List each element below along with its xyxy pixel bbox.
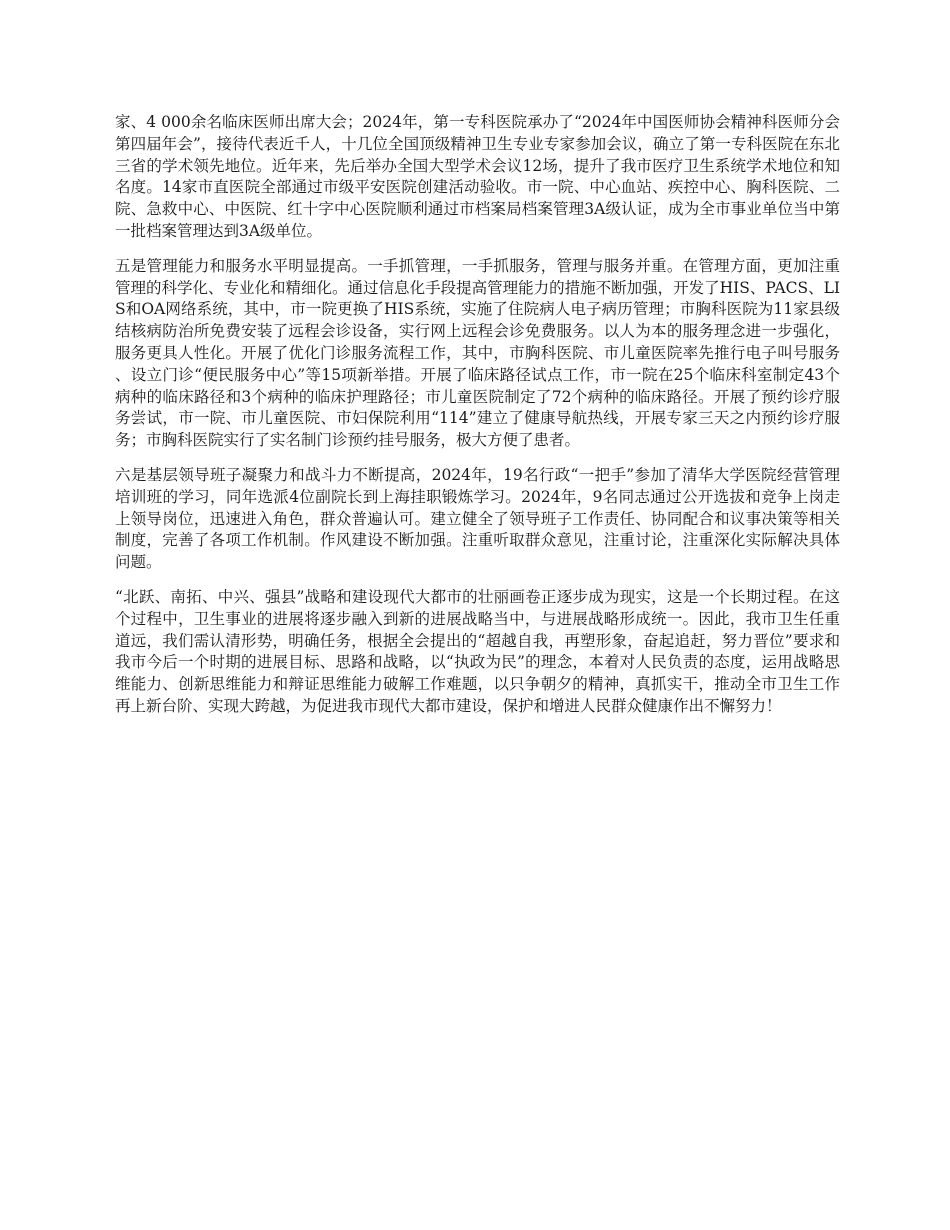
paragraph-academic-achievements: 家、4 000余名临床医师出席大会；2024年，第一专科医院承办了“2024年中国医师协会精神科医师分会第四届年会”，接待代表近千人，十几位全国顶级精神卫生专业专家参加会议，确立了第一专科医院在东北三省的学术领先地位。近年来，先后举办全国大型学术会议12场，提升了我市医疗卫生系统学术地位和知名度。14家市直医院全部通过市级平安医院创建活动验收。市一院、中心血站、疾控中心、胸科医院、二院、急救中心、中医院、红十字中心医院顺利通过市档案局档案管理3A级认证，成为全市事业单位当中第一批档案管理达到3A级单位。 — [115, 113, 840, 240]
paragraph-leadership: 六是基层领导班子凝聚力和战斗力不断提高，2024年，19名行政“一把手”参加了清华大学医院经营管理培训班的学习，同年选派4位副院长到上海挂职锻炼学习。2024年，9名同志通过公开选拔和竞争上岗走上领导岗位，迅速进入角色，群众普遍认可。建立健全了领导班子工作责任、协同配合和议事决策等相关制度，完善了各项工作机制。作风建设不断加强。注重听取群众意见，注重讨论，注重深化实际解决具体问题。 — [115, 465, 840, 572]
paragraph-management-service: 五是管理能力和服务水平明显提高。一手抓管理，一手抓服务，管理与服务并重。在管理方面，更加注重管理的科学化、专业化和精细化。通过信息化手段提高管理能力的措施不断加强，开发了HIS、PACS、LIS和OA网络系统，其中，市一院更换了HIS系统，实施了住院病人电子病历管理；市胸科医院为11家县级结核病防治所免费安装了远程会诊设备，实行网上远程会诊免费服务。以人为本的服务理念进一步强化，服务更具人性化。开展了优化门诊服务流程工作，其中，市胸科医院、市儿童医院率先推行电子叫号服务、设立门诊“便民服务中心”等15项新举措。开展了临床路径试点工作，市一院在25个临床科室制定43个病种的临床路径和3个病种的临床护理路径；市儿童医院制定了72个病种的临床路径。开展了预约诊疗服务尝试，市一院、市儿童医院、市妇保院利用“114”建立了健康导航热线，开展专家三天之内预约诊疗服务；市胸科医院实行了实名制门诊预约挂号服务，极大方便了患者。 — [115, 256, 840, 450]
paragraph-conclusion: “北跃、南拓、中兴、强县”战略和建设现代大都市的壮丽画卷正逐步成为现实，这是一个长期过程。在这个过程中，卫生事业的进展将逐步融入到新的进展战略当中，与进展战略形成统一。因此，我市卫生任重道远，我们需认清形势，明确任务，根据全会提出的“超越自我，再塑形象，奋起追赶，努力晋位”要求和我市今后一个时期的进展目标、思路和战略，以“执政为民”的理念，本着对人民负责的态度，运用战略思维能力、创新思维能力和辩证思维能力破解工作难题，以只争朝夕的精神，真抓实干，推动全市卫生工作再上新台阶、实现大跨越，为促进我市现代大都市建设，保护和增进人民群众健康作出不懈努力！ — [115, 587, 840, 715]
document-body — [115, 112, 840, 731]
